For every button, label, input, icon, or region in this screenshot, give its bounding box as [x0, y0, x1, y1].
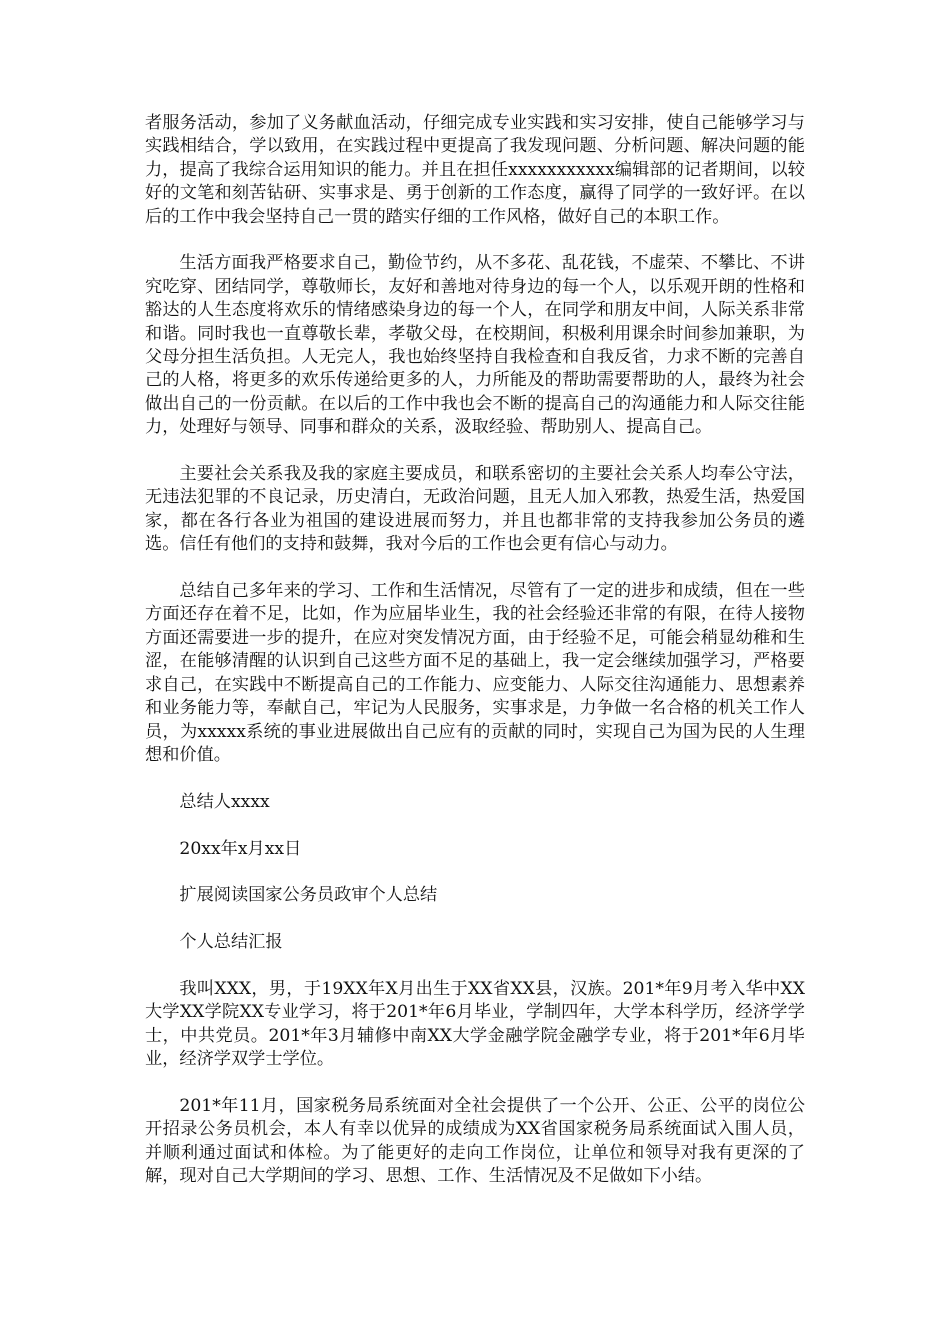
extended-reading-title: 扩展阅读国家公务员政审个人总结 — [179, 885, 438, 906]
paragraph-life: 生活方面我严格要求自己，勤俭节约，从不多花、乱花钱，不虚荣、不攀比、不讲究吃穿、团结同学，尊敬师长，友好和善地对待身边的每一个人，以乐观开朗的性格和豁达的人生态度将欢乐的情绪感染身边的每一个人，在同学和朋友中间，人际关系非常和谐。同时我也一直尊敬长辈，孝敬父母，在校期间，积极利用课余时间参加兼职，为父母分担生活负担。人无完人，我也始终坚持自我检查和自我反省，力求不断的完善自己的人格，将更多的欢乐传递给更多的人，力所能及的帮助需要帮助的人，最终为社会做出自己的一份贡献。在以后的工作中我也会不断的提高自己的沟通能力和人际交往能力，处理好与领导、同事和群众的关系，汲取经验、帮助别人、提高自己。 — [145, 253, 805, 438]
paragraph-introduction: 我叫XXX，男，于19XX年X月出生于XX省XX县，汉族。201*年9月考入华中XX大学XX学院XX专业学习，将于201*年6月毕业，学制四年，大学本科学历，经济学学士，中共党员。201*年3月辅修中南XX大学金融学院金融学专业，将于201*年6月毕业，经济学双学士学位。 — [145, 978, 805, 1070]
paragraph-social-relations: 主要社会关系我及我的家庭主要成员，和联系密切的主要社会关系人均奉公守法，无违法犯罪的不良记录，历史清白，无政治问题，且无人加入邪教，热爱生活，热爱国家，都在各行各业为祖国的建设进展而努力，并且也都非常的支持我参加公务员的遴选。信任有他们的支持和鼓舞，我对今后的工作也会更有信心与动力。 — [145, 464, 805, 555]
date-line: 20xx年x月xx日 — [179, 838, 302, 859]
paragraph-recruitment: 201*年11月，国家税务局系统面对全社会提供了一个公开、公正、公平的岗位公开招录公务员机会，本人有幸以优异的成绩成为XX省国家税务局系统面试入围人员，并顺利通过面试和体检。为了能更好的走向工作岗位，让单位和领导对我有更深的了解，现对自己大学期间的学习、思想、工作、生活情况及不足做如下小结。 — [145, 1095, 805, 1187]
signature-line: 总结人xxxx — [179, 791, 270, 812]
paragraph-practice: 者服务活动，参加了义务献血活动，仔细完成专业实践和实习安排，使自己能够学习与实践相结合，学以致用，在实践过程中更提高了我发现问题、分析问题、解决问题的能力，提高了我综合运用知识的能力。并且在担任xxxxxxxxxxx编辑部的记者期间，以较好的文笔和刻苦钻研、实事求是、勇于创新的工作态度，赢得了同学的一致好评。在以后的工作中我会坚持自己一贯的踏实仔细的工作风格，做好自己的本职工作。 — [145, 113, 805, 227]
paragraph-summary: 总结自己多年来的学习、工作和生活情况，尽管有了一定的进步和成绩，但在一些方面还存在着不足，比如，作为应届毕业生，我的社会经验还非常的有限，在待人接物方面还需要进一步的提升，在应对突发情况方面，由于经验不足，可能会稍显幼稚和生涩，在能够清醒的认识到自己这些方面不足的基础上，我一定会继续加强学习，严格要求自己，在实践中不断提高自己的工作能力、应变能力、人际交往沟通能力、思想素养和业务能力等，奉献自己，牢记为人民服务，实事求是，力争做一名合格的机关工作人员，为xxxxx系统的事业进展做出自己应有的贡献的同时，实现自己为国为民的人生理想和价值。 — [145, 581, 805, 765]
report-title: 个人总结汇报 — [179, 932, 283, 953]
document-page — [145, 112, 805, 1189]
